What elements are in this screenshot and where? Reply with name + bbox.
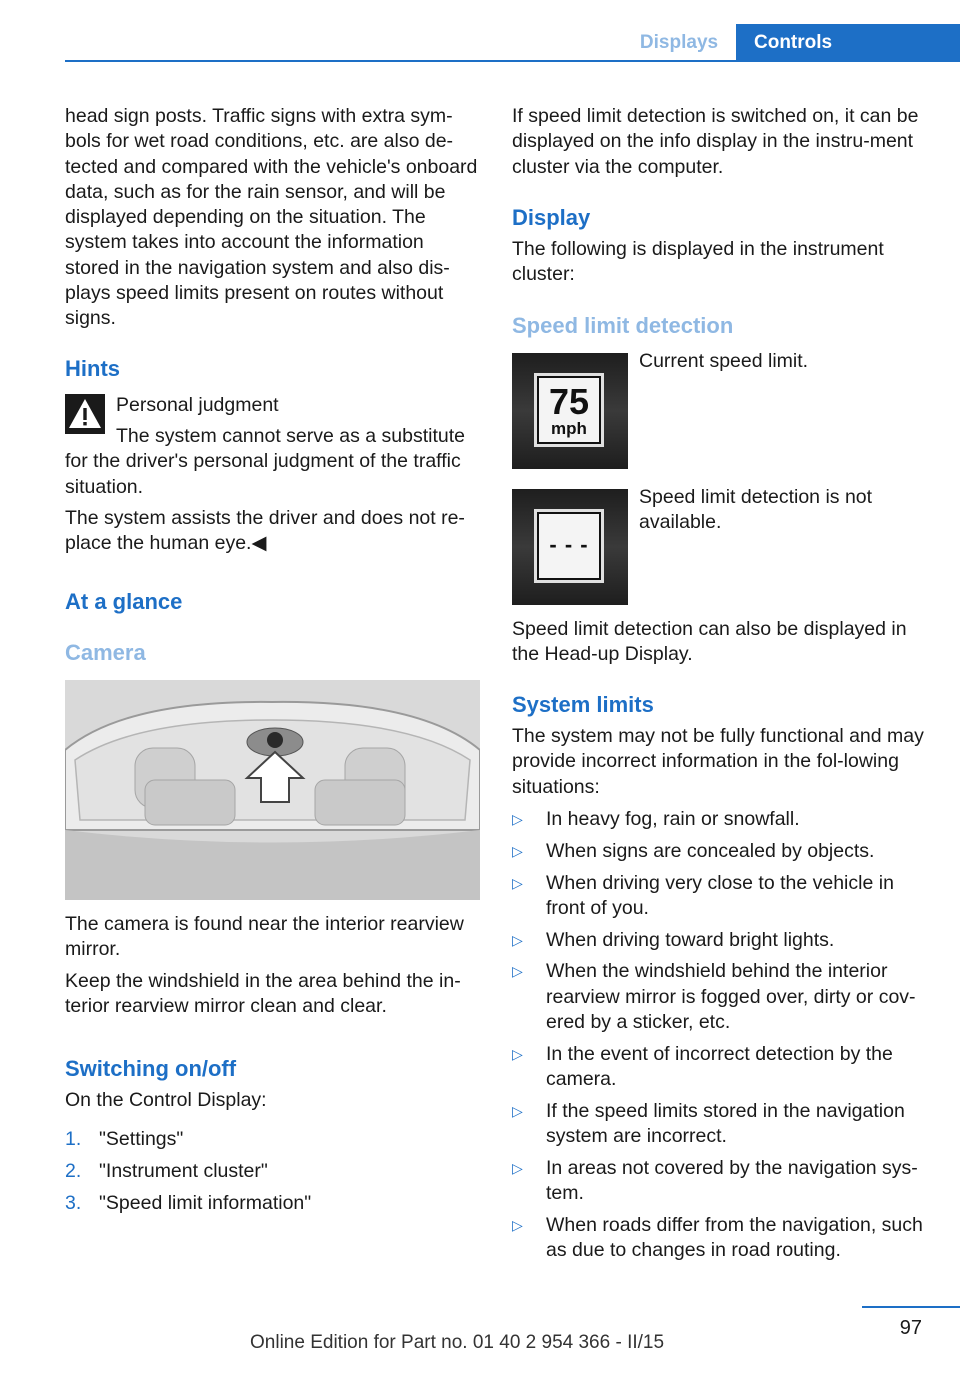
display-text: The following is displayed in the instrument cluster: (512, 238, 884, 286)
display-heading: Display (512, 205, 591, 230)
limit-text: When roads differ from the navigation, such as due to changes in road routing. (546, 1214, 923, 1262)
list-item (65, 1127, 480, 1152)
speed-value: 75 (548, 381, 590, 422)
sign2-caption: Speed limit detection is not available. (639, 486, 873, 534)
hints-heading: Hints (65, 356, 120, 381)
list-item (512, 959, 927, 1035)
step-number: 3. (65, 1191, 82, 1214)
limit-text: If the speed limits stored in the navigation system are incorrect. (546, 1099, 905, 1148)
unavailable-sign (534, 509, 604, 583)
list-item (512, 871, 927, 922)
speed-limit-sign (534, 373, 604, 447)
camera-location-illustration (65, 680, 480, 900)
speed-limit-detection-heading: Speed limit detection (512, 313, 734, 338)
speed-limit-sign-image (512, 353, 628, 469)
bullet-triangle-icon: ▷ (512, 1102, 523, 1119)
warning-text: The system cannot serve as a substitute for the driver's personal judgment of the traffic situation. (65, 425, 466, 498)
step-number: 1. (65, 1128, 82, 1150)
footer-rule (862, 1306, 960, 1308)
hud-text: Speed limit detection can also be displayed in the Head-up Display. (512, 618, 907, 666)
bullet-triangle-icon: ▷ (512, 842, 523, 859)
warning-title: Personal judgment (116, 394, 279, 416)
step-text: "Speed limit information" (99, 1191, 312, 1214)
list-item (512, 1042, 927, 1093)
list-item (512, 1156, 927, 1207)
limit-text: When signs are concealed by objects. (546, 839, 875, 862)
edition-footer: Online Edition for Part no. 01 40 2 954 366 - II/15 (250, 1332, 665, 1353)
left-intro-paragraph: head sign posts. Traffic signs with extra sym-bols for wet road conditions, etc. are also de-tected and compared with the vehicle's onboard data, such as for the rain sensor, and will be displayed depending on the situation. The system takes into account the information stored in the navigation system and also dis-plays speed limits present on routes without signs. (65, 105, 478, 330)
list-item (512, 1099, 927, 1150)
unavailable-sign-image (512, 489, 628, 605)
list-item (512, 807, 927, 832)
dashes: - - - (549, 532, 589, 557)
bullet-triangle-icon: ▷ (512, 811, 523, 827)
list-item (65, 1191, 480, 1216)
limit-text: When driving toward bright lights. (546, 928, 835, 951)
camera-heading: Camera (65, 640, 146, 665)
bullet-triangle-icon: ▷ (512, 1217, 523, 1234)
system-limits-list (512, 807, 927, 1264)
switching-intro: On the Control Display: (65, 1089, 267, 1111)
header-rule (65, 60, 960, 62)
limit-text: When the windshield behind the interior rearview mirror is fogged over, dirty or cov-ered by a sticker, etc. (546, 960, 916, 1034)
right-intro-paragraph: If speed limit detection is switched on, it can be displayed on the info display in the instru-ment cluster via the computer. (512, 105, 919, 178)
switching-heading: Switching on/off (65, 1056, 237, 1081)
system-limits-intro: The system may not be fully functional and may provide incorrect information in the fol-lowing situations: (512, 725, 924, 798)
bullet-triangle-icon: ▷ (512, 1045, 523, 1062)
limit-text: When driving very close to the vehicle in front of you. (546, 871, 894, 919)
list-item (512, 839, 927, 864)
sign1-caption: Current speed limit. (639, 350, 809, 372)
bullet-triangle-icon: ▷ (512, 1160, 523, 1177)
step-text: "Settings" (99, 1128, 184, 1150)
tab-controls[interactable]: Controls (736, 24, 960, 62)
speed-unit: mph (551, 419, 587, 438)
warning-text-2: The system assists the driver and does not re-place the human eye.◀ (65, 507, 465, 555)
tab-displays[interactable]: Displays (639, 32, 719, 53)
camera-text-2: Keep the windshield in the area behind the in-terior rearview mirror clean and clear. (65, 970, 461, 1018)
step-number: 2. (65, 1159, 82, 1182)
camera-text: The camera is found near the interior rearview mirror. (65, 913, 464, 961)
list-item (65, 1159, 480, 1184)
page-number: 97 (899, 1317, 922, 1339)
limit-text: In heavy fog, rain or snowfall. (546, 808, 800, 830)
steps-list (65, 1127, 480, 1216)
bullet-triangle-icon: ▷ (512, 963, 523, 980)
bullet-triangle-icon: ▷ (512, 874, 523, 891)
at-a-glance-heading: At a glance (65, 589, 183, 614)
limit-text: In the event of incorrect detection by the camera. (546, 1042, 893, 1091)
system-limits-heading: System limits (512, 692, 654, 717)
bullet-triangle-icon: ▷ (512, 931, 523, 948)
list-item (512, 928, 927, 953)
step-text: "Instrument cluster" (99, 1159, 268, 1182)
limit-text: In areas not covered by the navigation sys-tem. (546, 1157, 918, 1205)
list-item (512, 1213, 927, 1264)
